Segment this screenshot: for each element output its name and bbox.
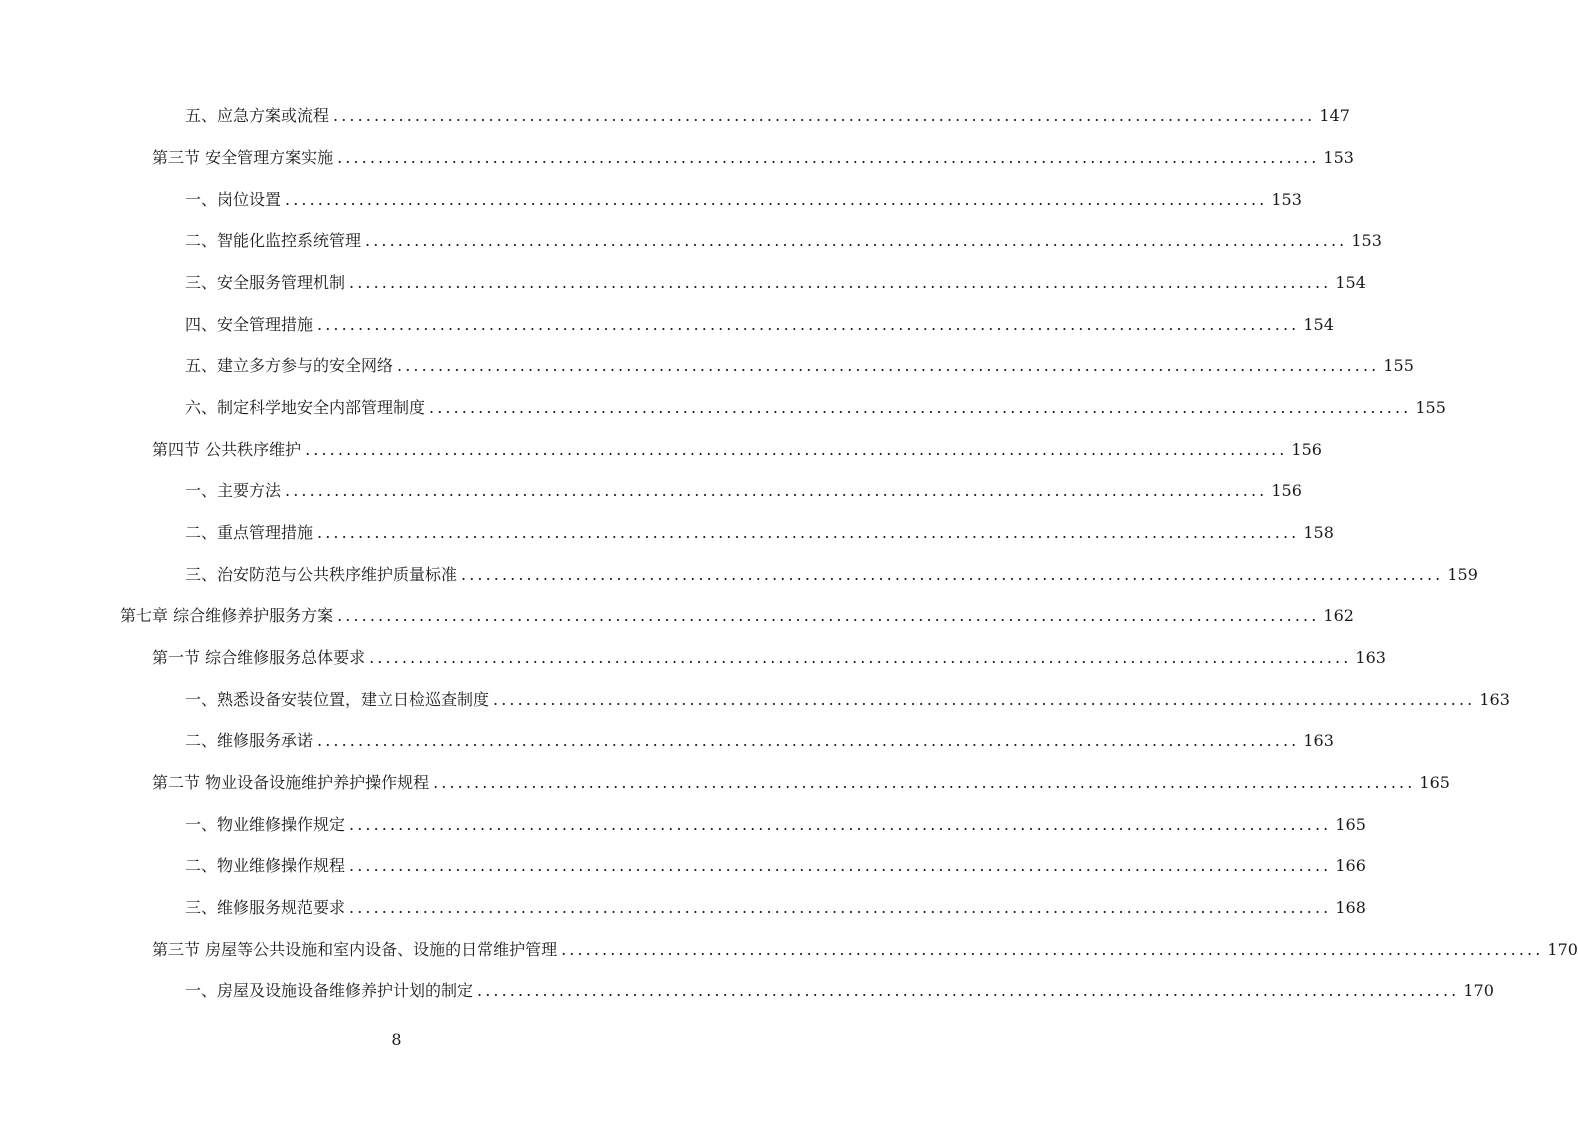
toc-entry[interactable] xyxy=(152,144,1354,172)
toc-entry-page: 170 xyxy=(1547,940,1578,959)
toc-entry[interactable] xyxy=(185,311,1334,339)
toc-entry-page: 158 xyxy=(1303,523,1334,542)
toc-entry[interactable] xyxy=(152,769,1450,797)
dot-leader: ........................................................................................................................ xyxy=(477,981,1460,1000)
toc-entry-page: 154 xyxy=(1303,315,1334,334)
dot-leader: ........................................................................................................................ xyxy=(333,106,1316,125)
toc-entry-page: 170 xyxy=(1463,981,1494,1000)
dot-leader: ........................................................................................................................ xyxy=(317,731,1300,750)
toc-entry-title: 四、安全管理措施 xyxy=(185,315,314,334)
toc-entry-page: 165 xyxy=(1335,815,1366,834)
toc-entry-page: 147 xyxy=(1319,106,1350,125)
toc-entry-page: 156 xyxy=(1291,440,1322,459)
toc-entry-title: 二、智能化监控系统管理 xyxy=(185,231,362,250)
toc-entry-page: 156 xyxy=(1271,481,1302,500)
toc-entry-page: 163 xyxy=(1479,690,1510,709)
toc-entry-page: 163 xyxy=(1355,648,1386,667)
toc-entry-title: 三、维修服务规范要求 xyxy=(185,898,346,917)
dot-leader: ........................................................................................................................ xyxy=(369,648,1352,667)
toc-entry-title: 第四节 公共秩序维护 xyxy=(152,440,302,459)
dot-leader: ........................................................................................................................ xyxy=(433,773,1416,792)
toc-entry-title: 五、应急方案或流程 xyxy=(185,106,330,125)
toc-entry-title: 二、物业维修操作规程 xyxy=(185,856,346,875)
toc-entry-page: 163 xyxy=(1303,731,1334,750)
dot-leader: ........................................................................................................................ xyxy=(285,481,1268,500)
toc-entry-title: 第三节 房屋等公共设施和室内设备、设施的日常维护管理 xyxy=(152,940,558,959)
toc-entry[interactable] xyxy=(185,977,1494,1005)
dot-leader: ........................................................................................................................ xyxy=(317,523,1300,542)
toc-entry-page: 159 xyxy=(1447,565,1478,584)
toc-entry[interactable] xyxy=(185,227,1382,255)
dot-leader: ........................................................................................................................ xyxy=(429,398,1412,417)
toc-entry-page: 153 xyxy=(1351,231,1382,250)
toc-entry-page: 155 xyxy=(1415,398,1446,417)
dot-leader: ........................................................................................................................ xyxy=(561,940,1544,959)
toc-entry-title: 三、治安防范与公共秩序维护质量标准 xyxy=(185,565,458,584)
toc-entry-title: 二、维修服务承诺 xyxy=(185,731,314,750)
dot-leader: ........................................................................................................................ xyxy=(349,898,1332,917)
toc-entry[interactable] xyxy=(185,894,1366,922)
dot-leader: ........................................................................................................................ xyxy=(305,440,1288,459)
toc-entry-title: 一、岗位设置 xyxy=(185,190,282,209)
toc-entry-title: 第七章 综合维修养护服务方案 xyxy=(120,606,334,625)
toc-entry-page: 166 xyxy=(1335,856,1366,875)
toc-entry[interactable] xyxy=(185,269,1366,297)
toc-entry-title: 六、制定科学地安全内部管理制度 xyxy=(185,398,426,417)
toc-entry-page: 153 xyxy=(1271,190,1302,209)
toc-entry-title: 一、主要方法 xyxy=(185,481,282,500)
toc-entry[interactable] xyxy=(185,477,1302,505)
toc-entry-title: 一、物业维修操作规定 xyxy=(185,815,346,834)
toc-entry-page: 153 xyxy=(1323,148,1354,167)
dot-leader: ........................................................................................................................ xyxy=(349,815,1332,834)
toc-entry-title: 五、建立多方参与的安全网络 xyxy=(185,356,394,375)
dot-leader: ........................................................................................................................ xyxy=(337,148,1320,167)
toc-entry[interactable] xyxy=(185,102,1350,130)
toc-entry-title: 二、重点管理措施 xyxy=(185,523,314,542)
toc-entry-page: 168 xyxy=(1335,898,1366,917)
toc-entry-title: 第一节 综合维修服务总体要求 xyxy=(152,648,366,667)
page-number: 8 xyxy=(391,1030,402,1049)
dot-leader: ........................................................................................................................ xyxy=(349,273,1332,292)
toc-entry-title: 第三节 安全管理方案实施 xyxy=(152,148,334,167)
toc-entry[interactable] xyxy=(185,561,1478,589)
toc-entry[interactable] xyxy=(185,519,1334,547)
toc-entry-page: 154 xyxy=(1335,273,1366,292)
dot-leader: ........................................................................................................................ xyxy=(317,315,1300,334)
toc-entry[interactable] xyxy=(185,727,1334,755)
toc-entry-title: 第二节 物业设备设施维护养护操作规程 xyxy=(152,773,430,792)
dot-leader: ........................................................................................................................ xyxy=(493,690,1476,709)
dot-leader: ........................................................................................................................ xyxy=(349,856,1332,875)
toc-entry[interactable] xyxy=(152,936,1578,964)
toc-entry[interactable] xyxy=(152,436,1322,464)
toc-entry-page: 165 xyxy=(1419,773,1450,792)
dot-leader: ........................................................................................................................ xyxy=(397,356,1380,375)
toc-entry[interactable] xyxy=(185,352,1414,380)
toc-entry-title: 一、熟悉设备安装位置，建立日检巡查制度 xyxy=(185,690,490,709)
dot-leader: ........................................................................................................................ xyxy=(285,190,1268,209)
toc-entry[interactable] xyxy=(185,186,1302,214)
toc-entry[interactable] xyxy=(120,602,1354,630)
toc-entry[interactable] xyxy=(185,394,1446,422)
toc-entry-title: 一、房屋及设施设备维修养护计划的制定 xyxy=(185,981,474,1000)
toc-entry-page: 162 xyxy=(1323,606,1354,625)
dot-leader: ........................................................................................................................ xyxy=(461,565,1444,584)
toc-entry-page: 155 xyxy=(1383,356,1414,375)
toc-entry[interactable] xyxy=(185,852,1366,880)
toc-entry[interactable] xyxy=(152,644,1386,672)
dot-leader: ........................................................................................................................ xyxy=(365,231,1348,250)
dot-leader: ........................................................................................................................ xyxy=(337,606,1320,625)
toc-entry[interactable] xyxy=(185,686,1510,714)
toc-entry-title: 三、安全服务管理机制 xyxy=(185,273,346,292)
toc-entry[interactable] xyxy=(185,811,1366,839)
